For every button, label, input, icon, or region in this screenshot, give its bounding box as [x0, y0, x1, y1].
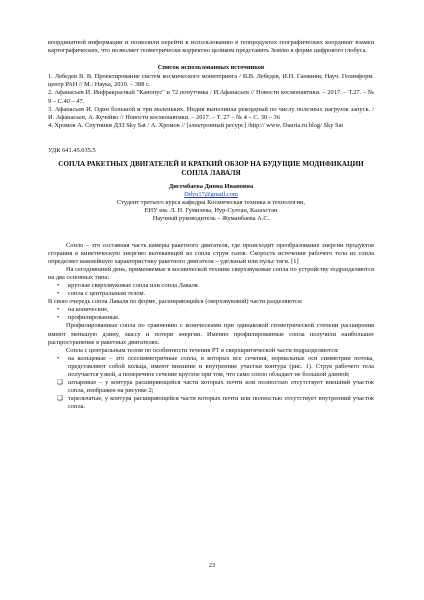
- list-item: ❑ тарельчатые, у контура расширяющейся части которых почти или полностью отсутствует внутренний участок сопла.: [57, 395, 374, 411]
- article-title: СОПЛА РАКЕТНЫХ ДВИГАТЕЛЕЙ И КРАТКИЙ ОБЗОР НА БУДУЩИЕ МОДИФИКАЦИИ СОПЛА ЛАВАЛЯ: [58, 160, 364, 178]
- affiliation-line: ЕНУ им. Л. Н. Гумилева, Нур-Султан, Казахстан: [144, 207, 278, 215]
- reference-item: 2. Афанасьев И. Инфракрасный "Канопус" и 72 попутчика / И.Афанасьев // Новости космонавтики. – 2017. – Т.27. – № 9 – С.40 – 47.: [48, 89, 374, 105]
- nozzle-types-list: [48, 282, 374, 298]
- affiliation-line: Студент третьего курса кафедры Космическая техника и технологии,: [117, 199, 305, 207]
- list-item: • круглые сверхзвуковые сопла или сопла Лаваля.: [57, 281, 200, 289]
- reference-item: 4. Хромов А. Спутники ДЗЗ Sky Sat / А. Хромов // [электронный ресурс] /http:// www. Dauria.ru blog/ Sky Sat: [48, 121, 344, 129]
- page-number: 23: [208, 562, 216, 569]
- references-title: Список использованных источников: [157, 64, 265, 72]
- intro-paragraph: координатной информации и позволили перейти к использованию в геопродуктах географических координат взамен картографических, что позволяет геометрически корректно целиком представить Землю в форме цифрового глобуса.: [48, 39, 374, 55]
- body-paragraph: В свою очередь сопла Лаваля по форме, расширяющейся (сверхзвуковой) части разделяются:: [48, 298, 303, 306]
- central-body-list: [48, 355, 374, 412]
- author-email-link[interactable]: Ddyu17@gmail.com: [184, 191, 238, 199]
- references-list: [48, 73, 374, 130]
- list-item: ❑ штыревые – у контура расширяющейся части которых почти или полностью отсутствует внешний участок сопла, изображен на рисунке 2;: [57, 379, 374, 395]
- list-item: • профилированные.: [57, 314, 120, 322]
- udc-code: УДК 641.45.035.5: [48, 146, 96, 154]
- bullet-icon: •: [57, 354, 60, 362]
- page-content: [48, 39, 374, 411]
- reference-item: 3. Афанасьев И. Один большой и три маленьких. Индия выполнила рекордный по числу полезных нагрузок запуск. / И. Афанасьев, А. Кучейко // Новости космонавтики. – 2017. – Т. 27 – № 4 – С. 30 – 36: [48, 105, 374, 121]
- bullet-icon: •: [57, 281, 60, 289]
- checkbox-bullet-icon: ❑: [57, 379, 63, 387]
- laval-shapes-list: [48, 306, 374, 322]
- list-item: • сопла с центральным телом.: [57, 290, 146, 298]
- body-paragraph: На сегодняшний день, применяемые в космической технике сверхзвуковые сопла по устройству подразделяются на два основных типа:: [48, 265, 374, 281]
- bullet-icon: •: [57, 314, 60, 322]
- bullet-icon: •: [57, 306, 60, 314]
- body-paragraph: Профилированные сопла по сравнению с коническими при одинаковой геометрической степени расширения имеют меньшую длину, массу и потери энергии. Именно профилированные сопла получили наибольшее распространение в ракетных двигателях.: [48, 322, 374, 346]
- checkbox-bullet-icon: ❑: [57, 395, 63, 403]
- body-paragraph: Сопла с центральным телом по особенности течения РТ в сверхкритической части подразделяются:: [66, 346, 339, 354]
- supervisor-line: Научный руководитель – Жуманбаева А.С.: [152, 215, 270, 223]
- bullet-icon: •: [57, 290, 60, 298]
- list-item: • на кольцевые – это осесимметричные сопла, в которых все сечения, нормальные оси симметрии потока, представляют собой кольца, имеют внешние и внутренние участки контура (рис. 1). Струя рабочего тела получается узкой, а поперечное сечение круглое при том, что само сопло обладает не большой длиной;: [57, 354, 374, 378]
- list-item: • на конические,: [57, 306, 109, 314]
- author-email-line: [48, 191, 374, 199]
- author-name: Дисембаева Дияна Ивановна: [168, 183, 254, 191]
- body-paragraph: Сопло – это составная часть камеры ракетного двигателя, где происходит преобразование энергии продуктов сгорания в кинетическую энергию вытекающей из сопла струи газов. Скорость истечения рабочего тела из сопла определяет важнейшую характеристику ракетного двигателя – удельный или пульс тяги. [1]: [48, 241, 374, 265]
- reference-item: 1. Лебедев В. В. Проектирование систем космического мониторинга / В.В. Лебедев, И.Н. Ганживи; Науч. Геоинформ. центр РАН // М.: Наука, 2010. – 388 с.: [48, 73, 374, 89]
